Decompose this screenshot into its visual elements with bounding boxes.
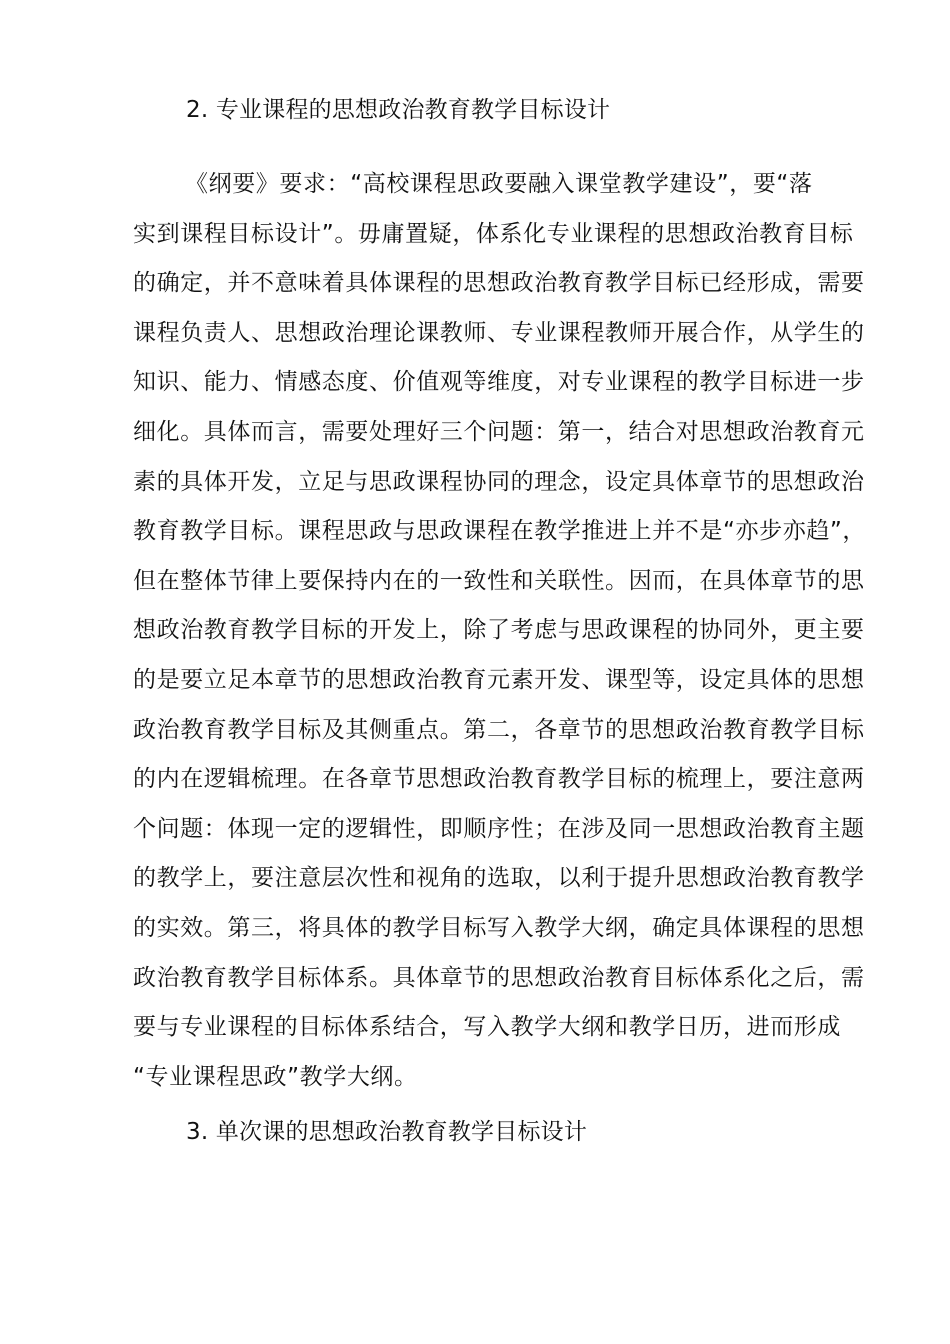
- paragraph-line: 的是要立足本章节的思想政治教育元素开发、课型等，设定具体的思想: [133, 666, 865, 693]
- paragraph-line: 的内在逻辑梳理。在各章节思想政治教育教学目标的梳理上，要注意两: [133, 766, 865, 793]
- section-heading-2: 2. 专业课程的思想政治教育教学目标设计: [186, 97, 611, 123]
- paragraph-line: 但在整体节律上要保持内在的一致性和关联性。因而，在具体章节的思: [133, 567, 865, 594]
- paragraph-line: 要与专业课程的目标体系结合，写入教学大纲和教学日历，进而形成: [133, 1014, 841, 1041]
- paragraph-line: 知识、能力、情感态度、价值观等维度，对专业课程的教学目标进一步: [133, 369, 865, 396]
- paragraph-line: 素的具体开发，立足与思政课程协同的理念，设定具体章节的思想政治: [133, 468, 865, 495]
- paragraph-line: 个问题：体现一定的逻辑性，即顺序性；在涉及同一思想政治教育主题: [133, 815, 865, 842]
- body-paragraph: [133, 160, 867, 1102]
- paragraph-line: 实到课程目标设计”。毋庸置疑，体系化专业课程的思想政治教育目标: [133, 220, 854, 247]
- paragraph-line: 教育教学目标。课程思政与思政课程在教学推进上并不是“亦步亦趋”，: [133, 518, 867, 545]
- paragraph-line: 政治教育教学目标及其侧重点。第二，各章节的思想政治教育教学目标: [133, 716, 865, 743]
- paragraph-line: 《纲要》要求：“高校课程思政要融入课堂教学建设”，要“落: [185, 171, 813, 197]
- paragraph-line: 课程负责人、思想政治理论课教师、专业课程教师开展合作，从学生的: [133, 319, 865, 346]
- paragraph-line: 政治教育教学目标体系。具体章节的思想政治教育目标体系化之后，需: [133, 964, 865, 991]
- paragraph-line: 细化。具体而言，需要处理好三个问题：第一，结合对思想政治教育元: [133, 418, 865, 445]
- paragraph-line: 的确定，并不意味着具体课程的思想政治教育教学目标已经形成，需要: [133, 270, 865, 297]
- paragraph-line: 的实效。第三，将具体的教学目标写入教学大纲，确定具体课程的思想: [133, 914, 865, 941]
- paragraph-line: 想政治教育教学目标的开发上，除了考虑与思政课程的协同外，更主要: [133, 617, 865, 644]
- section-heading-3: 3. 单次课的思想政治教育教学目标设计: [186, 1119, 588, 1145]
- paragraph-line: 的教学上，要注意层次性和视角的选取，以利于提升思想政治教育教学: [133, 865, 865, 892]
- paragraph-line: “专业课程思政”教学大纲。: [133, 1063, 418, 1090]
